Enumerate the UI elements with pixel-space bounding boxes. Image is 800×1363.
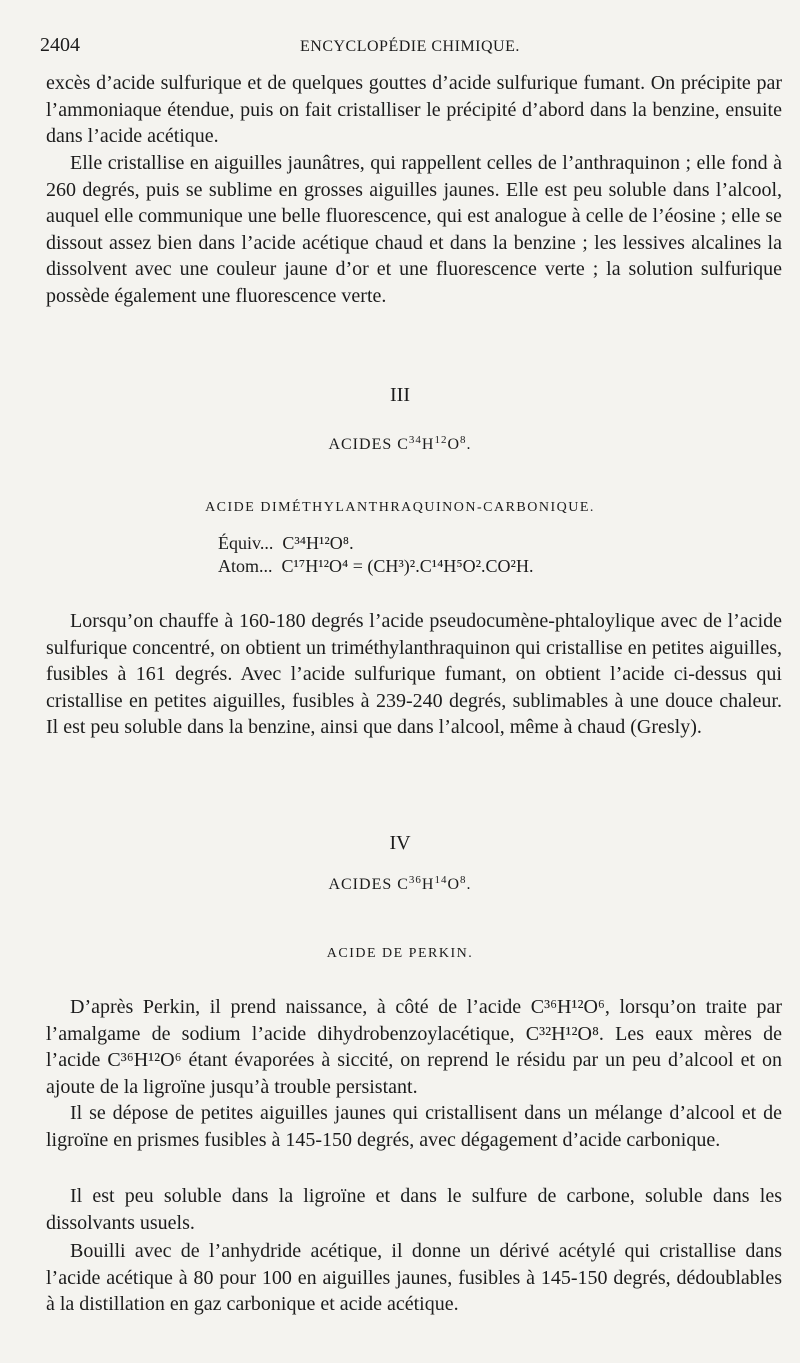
paragraph-perkin-acetyl: Bouilli avec de l’anhydride acétique, il donne un dérivé acétylé qui cristallise dans l’acide acétique à 80 pour 100 en aiguilles jaunes, fusibles à 145-150 degrés, dédoublables à la distillation en gaz carbonique et acide acétique. bbox=[46, 1240, 782, 1315]
running-title: ENCYCLOPÉDIE CHIMIQUE. bbox=[300, 38, 520, 55]
acid-name-perkin: ACIDE DE PERKIN. bbox=[326, 946, 474, 961]
paragraph-perkin-solubility: Il est peu soluble dans la ligroïne et dans le sulfure de carbone, soluble dans les dissolvants usuels. bbox=[46, 1185, 782, 1234]
paragraph-intro: excès d’acide sulfurique et de quelques gouttes d’acide sulfurique fumant. On précipite par l’ammoniaque étendue, puis on fait cristalliser le précipité d’abord dans la benzine, ensuite dans l’acide acétique. bbox=[46, 72, 782, 147]
page-number: 2404 bbox=[40, 34, 80, 56]
paragraph-properties: Elle cristallise en aiguilles jaunâtres, qui rappellent celles de l’anthraquinon ; elle fond à 260 degrés, puis se sublime en grosses aiguilles jaunes. Elle est peu soluble dans l’alcool, auquel elle communique une belle fluorescence, qui est analogue à celle de l’éosine ; elle se dissout assez bien dans l’acide acétique chaud et dans la benzine ; les lessives alcalines la dissolvent avec une couleur jaune d’or et une fluorescence verte ; la solution sulfurique possède également une fluorescence verte. bbox=[46, 152, 782, 307]
section-numeral-iii: III bbox=[390, 384, 410, 406]
paragraph-dimethyl-prep: Lorsqu’on chauffe à 160-180 degrés l’acide pseudocumène-phtaloylique avec de l’acide sulfurique concentré, on obtient un triméthylanthraquinon qui cristallise en petites aiguilles, fusibles à 161 degrés. Avec l’acide sulfurique fumant, on obtient l’acide ci-dessus qui cristallise en petites aiguilles, fusibles à 239-240 degrés, sublimables à une douce chaleur. Il est peu soluble dans la benzine, ainsi que dans l’alcool, même à chaud (Gresly). bbox=[46, 610, 782, 738]
section-heading-iv: ACIDES $C^{36}H^{14}O^8$. bbox=[328, 874, 472, 893]
paragraph-perkin-crystals: Il se dépose de petites aiguilles jaunes qui cristallisent dans un mélange d’alcool et de ligroïne en prismes fusibles à 145-150 degrés, avec dégagement d’acide carbonique. bbox=[46, 1102, 782, 1151]
section-numeral-iv: IV bbox=[389, 832, 411, 854]
section-heading-iii: ACIDES $C^{34}H^{12}O^8$. bbox=[328, 434, 472, 453]
formula-atom: Atom... C¹⁷H¹²O⁴ = (CH³)².C¹⁴H⁵O².CO²H. bbox=[218, 556, 534, 576]
formula-equiv: Équiv... C³⁴H¹²O⁸. bbox=[218, 533, 354, 553]
acid-name-dimethyl: ACIDE DIMÉTHYLANTHRAQUINON-CARBONIQUE. bbox=[205, 500, 595, 515]
page-header bbox=[40, 34, 780, 64]
paragraph-perkin-origin: D’après Perkin, il prend naissance, à côté de l’acide C³⁶H¹²O⁶, lorsqu’on traite par l’amalgame de sodium l’acide dihydrobenzoylacétique, C³²H¹²O⁸. Les eaux mères de l’acide C³⁶H¹²O⁶ étant évaporées à siccité, on reprend le résidu par un peu d’alcool et on ajoute de la ligroïne jusqu’à trouble persistant. bbox=[46, 996, 782, 1098]
